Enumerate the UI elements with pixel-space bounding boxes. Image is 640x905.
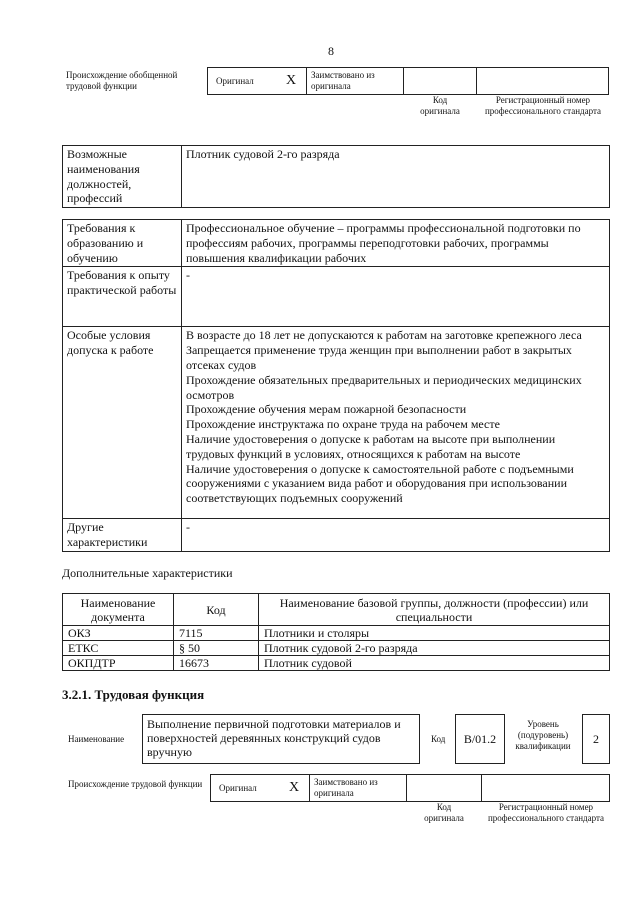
origin-label: Происхождение обобщенной трудовой функции [66,70,178,91]
positions-value: Плотник судовой 2-го разряда [182,146,610,208]
code-original-cell [403,67,477,95]
special-label: Особые условия допуска к работе [63,327,182,519]
positions-table [62,145,610,208]
header-code: Код [174,594,259,626]
table-row [63,626,610,641]
doc-cell: ОКЗ [63,626,174,641]
positions-label: Возможные наименования должностей, профессий [63,146,182,208]
code-original-caption: Код оригинала [424,802,464,823]
special-item: Запрещается применение труда женщин при выполнении работ в закрытых отсеках судов [186,343,572,372]
special-value [182,327,610,519]
special-item: Наличие удостоверения о допуске к работам на высоте при выполнении трудовых функций в условиях, относящихся к работам на высоте [186,431,556,461]
level-value: 2 [582,714,610,764]
special-item: Прохождение обучения мерам пожарной безопасности [186,402,467,417]
function-name-value: Выполнение первичной подготовки материалов и поверхностей деревянных конструкций судов вручную [142,714,420,764]
code-cell: 16673 [174,656,259,671]
original-mark: X [286,73,297,88]
code-original-caption: Код оригинала [420,95,460,116]
code-cell: § 50 [174,641,259,656]
code-label: Код [431,734,446,744]
education-label: Требования к образованию и обучению [63,220,182,267]
table-row [63,656,610,671]
level-label: Уровень (подуровень) квалификации [515,719,571,751]
original-label: Оригинал [219,783,257,793]
reg-number-caption: Регистрационный номер профессионального стандарта [487,802,605,823]
borrowed-label: Заимствовано из оригинала [311,70,375,91]
other-label: Другие характеристики [63,519,182,552]
code-value: B/01.2 [455,714,505,764]
doc-cell: ОКПДТР [63,656,174,671]
other-value: - [182,519,610,552]
additional-table [62,593,610,671]
table-header-row [63,594,610,626]
borrowed-cell [309,774,407,802]
reg-number-cell [481,774,610,802]
original-cell [207,67,307,95]
page-number: 8 [328,44,334,58]
header-name: Наименование базовой группы, должности (профессии) или специальности [259,594,610,626]
special-item: Прохождение инструктажа по охране труда на рабочем месте [186,417,500,432]
code-cell: 7115 [174,626,259,641]
table-row [63,641,610,656]
special-item: В возрасте до 18 лет не допускаются к работам на заготовке крепежного леса [186,328,582,343]
education-value: Профессиональное обучение – программы профессиональной подготовки по профессиям рабочих, программы переподготовки рабочих, программы повышения квалификации рабочих [182,220,610,267]
requirements-table [62,219,610,552]
name-cell: Плотники и столяры [259,626,610,641]
name-cell: Плотник судовой [259,656,610,671]
borrowed-cell [306,67,404,95]
section-heading: 3.2.1. Трудовая функция [62,687,205,702]
original-cell [210,774,310,802]
experience-label: Требования к опыту практической работы [63,267,182,327]
origin-label: Происхождение трудовой функции [68,779,203,789]
original-label: Оригинал [216,76,254,86]
code-original-cell [406,774,482,802]
original-mark: X [289,780,300,795]
header-document: Наименование документа [63,594,174,626]
name-cell: Плотник судовой 2-го разряда [259,641,610,656]
additional-title: Дополнительные характеристики [62,566,233,580]
function-name-label: Наименование [68,734,125,744]
reg-number-cell [476,67,609,95]
special-item: Прохождение обязательных предварительных и периодических медицинских осмотров [186,372,582,402]
reg-number-caption: Регистрационный номер профессионального стандарта [484,95,602,116]
doc-cell: ЕТКС [63,641,174,656]
special-item: Наличие удостоверения о допуске к самостоятельной работе с подъемными сооружениями с указанием вида работ и оборудования при использовании соответствующих подъемных сооружений [186,461,574,506]
experience-value: - [182,267,610,327]
borrowed-label: Заимствовано из оригинала [314,777,378,798]
